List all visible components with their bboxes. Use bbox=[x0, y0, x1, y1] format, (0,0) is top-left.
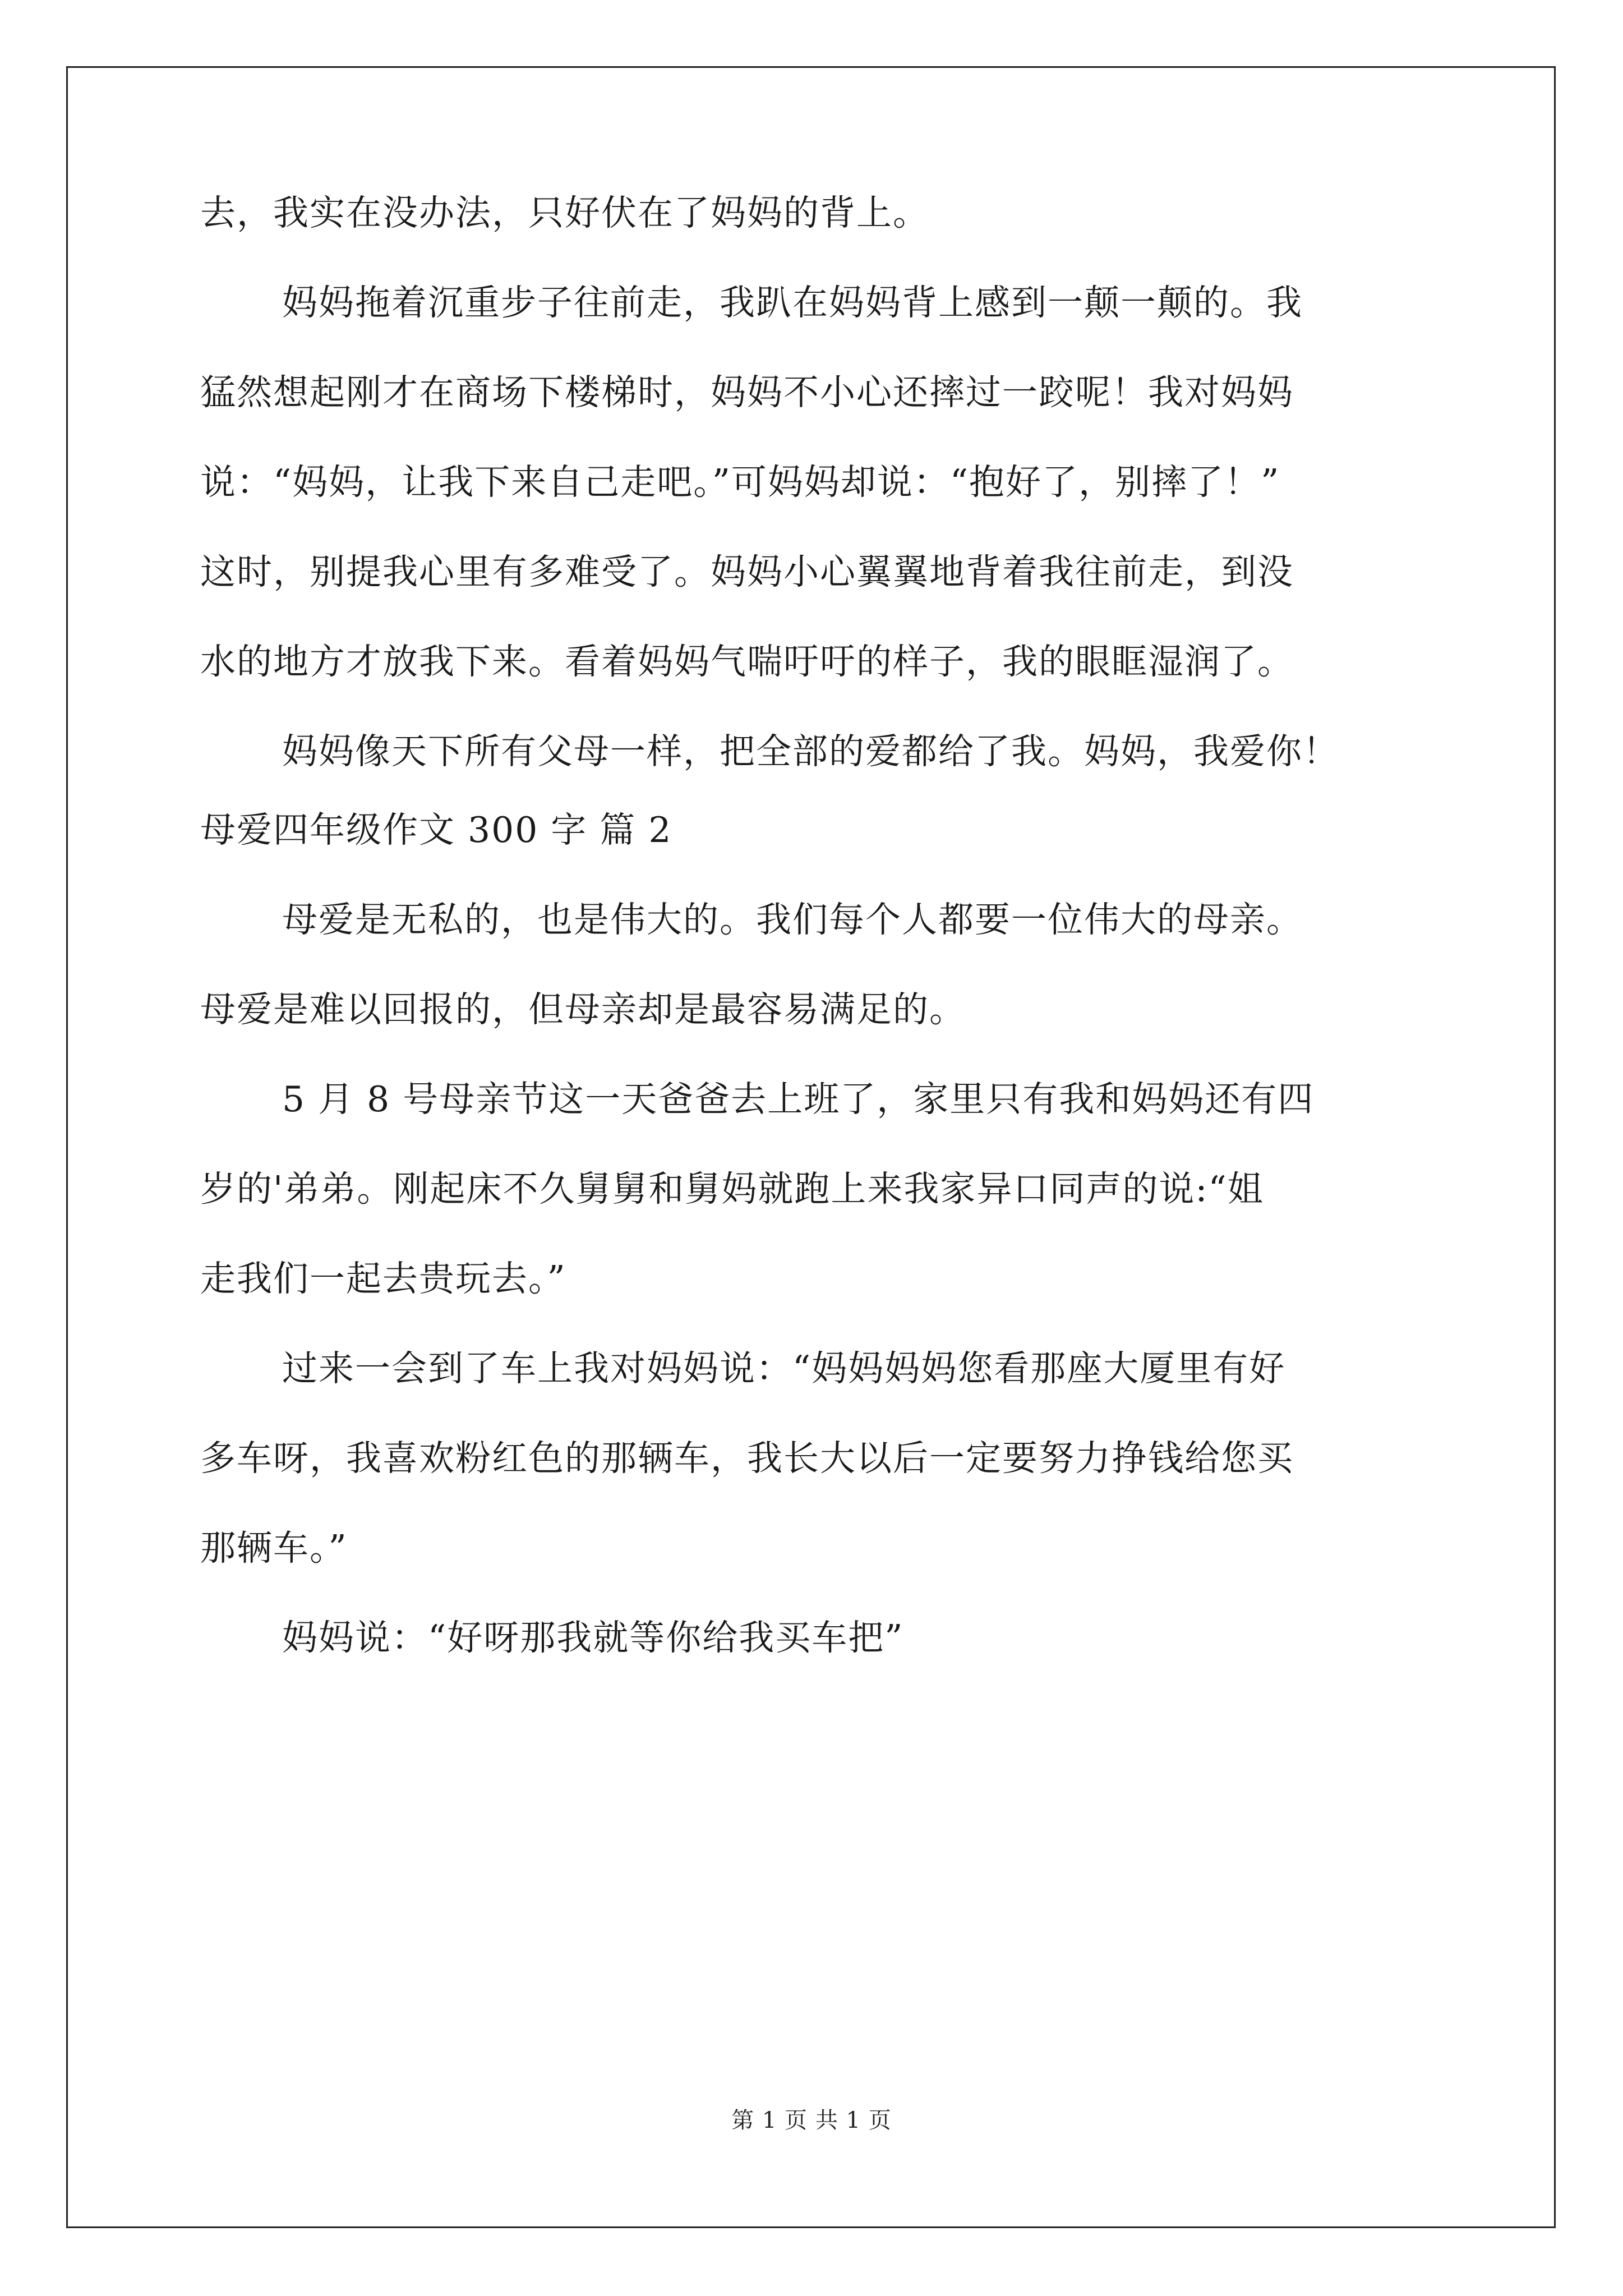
text-line: 过来一会到了车上我对妈妈说：“妈妈妈妈您看那座大厦里有好 bbox=[282, 1348, 1286, 1389]
page-number-footer: 第 1 页 共 1 页 bbox=[731, 2108, 892, 2133]
text-line: 妈妈说：“好呀那我就等你给我买车把” bbox=[282, 1617, 904, 1658]
text-line: 母爱是无私的，也是伟大的。我们每个人都要一位伟大的母亲。 bbox=[282, 899, 1303, 940]
text-line: 水的地方才放我下来。看着妈妈气喘吁吁的样子，我的眼眶湿润了。 bbox=[200, 641, 1294, 682]
text-line: 那辆车。” bbox=[200, 1527, 348, 1568]
text-line: 说：“妈妈，让我下来自己走吧。”可妈妈却说：“抱好了，别摔了！” bbox=[200, 462, 1280, 503]
text-line: 妈妈像天下所有父母一样，把全部的爱都给了我。妈妈，我爱你！ bbox=[282, 731, 1339, 772]
text-line: 5 月 8 号母亲节这一天爸爸去上班了，家里只有我和妈妈还有四 bbox=[282, 1079, 1315, 1120]
text-line: 母爱是难以回报的，但母亲却是最容易满足的。 bbox=[200, 989, 966, 1030]
section-heading: 母爱四年级作文 300 字 篇 2 bbox=[200, 809, 672, 850]
text-line: 走我们一起去贵玩去。” bbox=[200, 1258, 566, 1299]
text-line: 这时，别提我心里有多难受了。妈妈小心翼翼地背着我往前走，到没 bbox=[200, 551, 1294, 592]
text-line: 岁的'弟弟。刚起床不久舅舅和舅妈就跑上来我家异口同声的说:“姐 bbox=[200, 1168, 1264, 1209]
text-line: 去，我实在没办法，只好伏在了妈妈的背上。 bbox=[200, 192, 929, 233]
text-line: 多车呀，我喜欢粉红色的那辆车，我长大以后一定要努力挣钱给您买 bbox=[200, 1438, 1294, 1479]
text-line: 妈妈拖着沉重步子往前走，我趴在妈妈背上感到一颠一颠的。我 bbox=[282, 282, 1303, 323]
text-line: 猛然想起刚才在商场下楼梯时，妈妈不小心还摔过一跤呢！我对妈妈 bbox=[200, 372, 1294, 413]
